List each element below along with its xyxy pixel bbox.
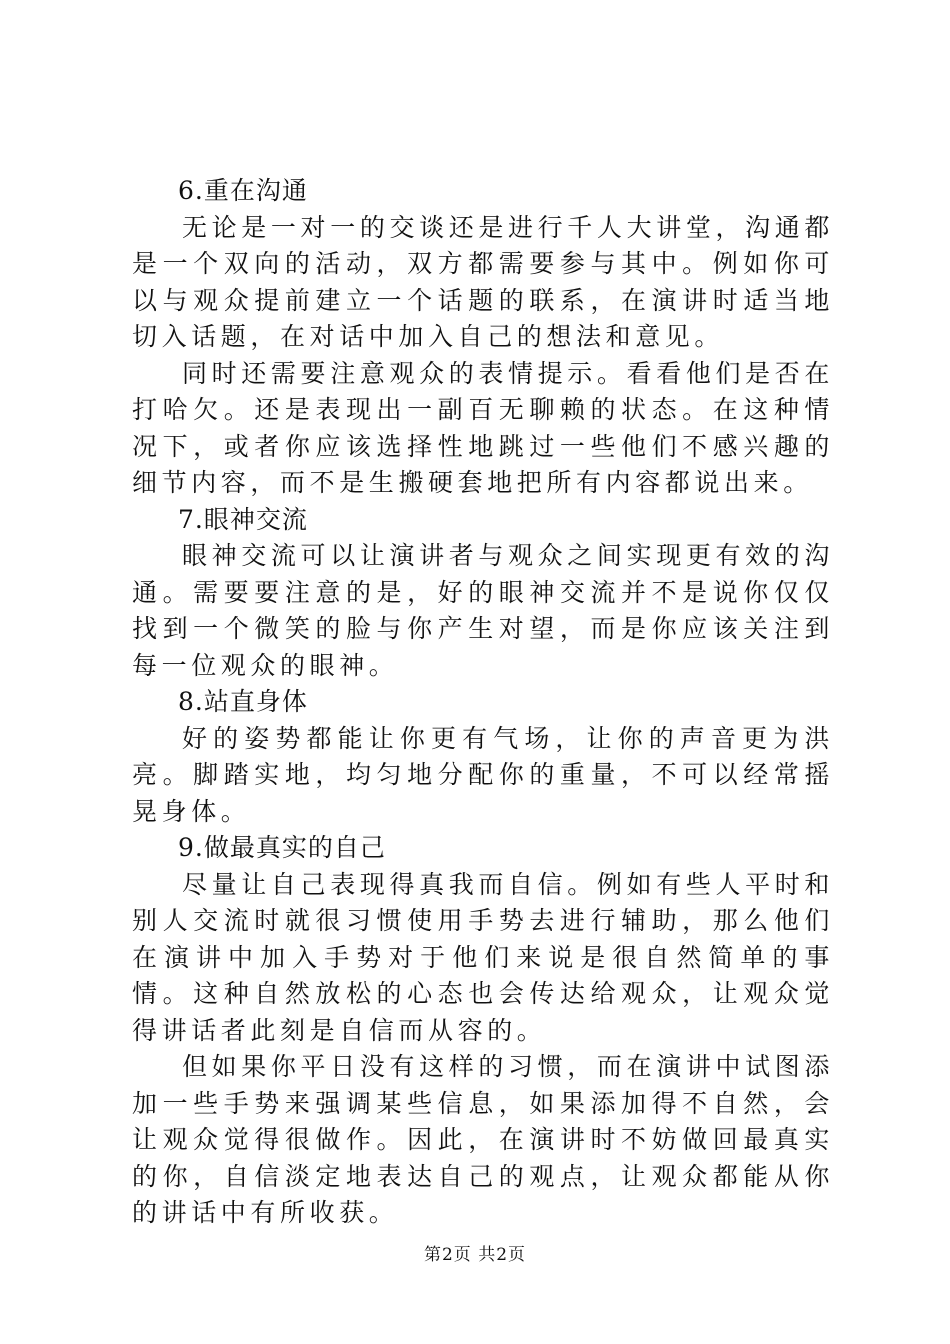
section-heading: 7.眼神交流 — [178, 504, 308, 534]
section-be-yourself — [132, 830, 834, 1232]
document-body — [132, 173, 834, 1232]
section-heading: 6.重在沟通 — [178, 176, 308, 205]
paragraph: 但如果你平日没有这样的习惯，而在演讲中试图添加一些手势来强调某些信息，如果添加得不自然，会让观众觉得很做作。因此，在演讲时不妨做回最真实的你，自信淡定地表达自己的观点，让观众都能从你的讲话中有所收获。 — [132, 1052, 834, 1227]
paragraph: 眼神交流可以让演讲者与观众之间实现更有效的沟通。需要要注意的是，好的眼神交流并不是说你仅仅找到一个微笑的脸与你产生对望，而是你应该关注到每一位观众的眼神。 — [132, 541, 834, 680]
section-heading: 9.做最真实的自己 — [178, 833, 386, 862]
paragraph: 尽量让自己表现得真我而自信。例如有些人平时和别人交流时就很习惯使用手势去进行辅助，那么他们在演讲中加入手势对于他们来说是很自然简单的事情。这种自然放松的心态也会传达给观众，让观众觉得讲话者此刻是自信而从容的。 — [132, 869, 834, 1045]
section-heading: 8.站直身体 — [178, 687, 308, 716]
section-eye-contact — [132, 502, 834, 685]
paragraph: 同时还需要注意观众的表情提示。看看他们是否在打哈欠。还是表现出一副百无聊赖的状态。在这种情况下，或者你应该选择性地跳过一些他们不感兴趣的细节内容，而不是生搬硬套地把所有内容都说出来。 — [132, 358, 834, 497]
page-number-footer: 第2页 共2页 — [423, 1245, 527, 1265]
paragraph: 好的姿势都能让你更有气场，让你的声音更为洪亮。脚踏实地，均匀地分配你的重量，不可以经常摇晃身体。 — [132, 723, 834, 826]
section-communication — [132, 173, 834, 502]
paragraph: 无论是一对一的交谈还是进行千人大讲堂，沟通都是一个双向的活动，双方都需要参与其中。例如你可以与观众提前建立一个话题的联系，在演讲时适当地切入话题，在对话中加入自己的想法和意见。 — [132, 212, 834, 351]
section-stand-straight — [132, 684, 834, 830]
